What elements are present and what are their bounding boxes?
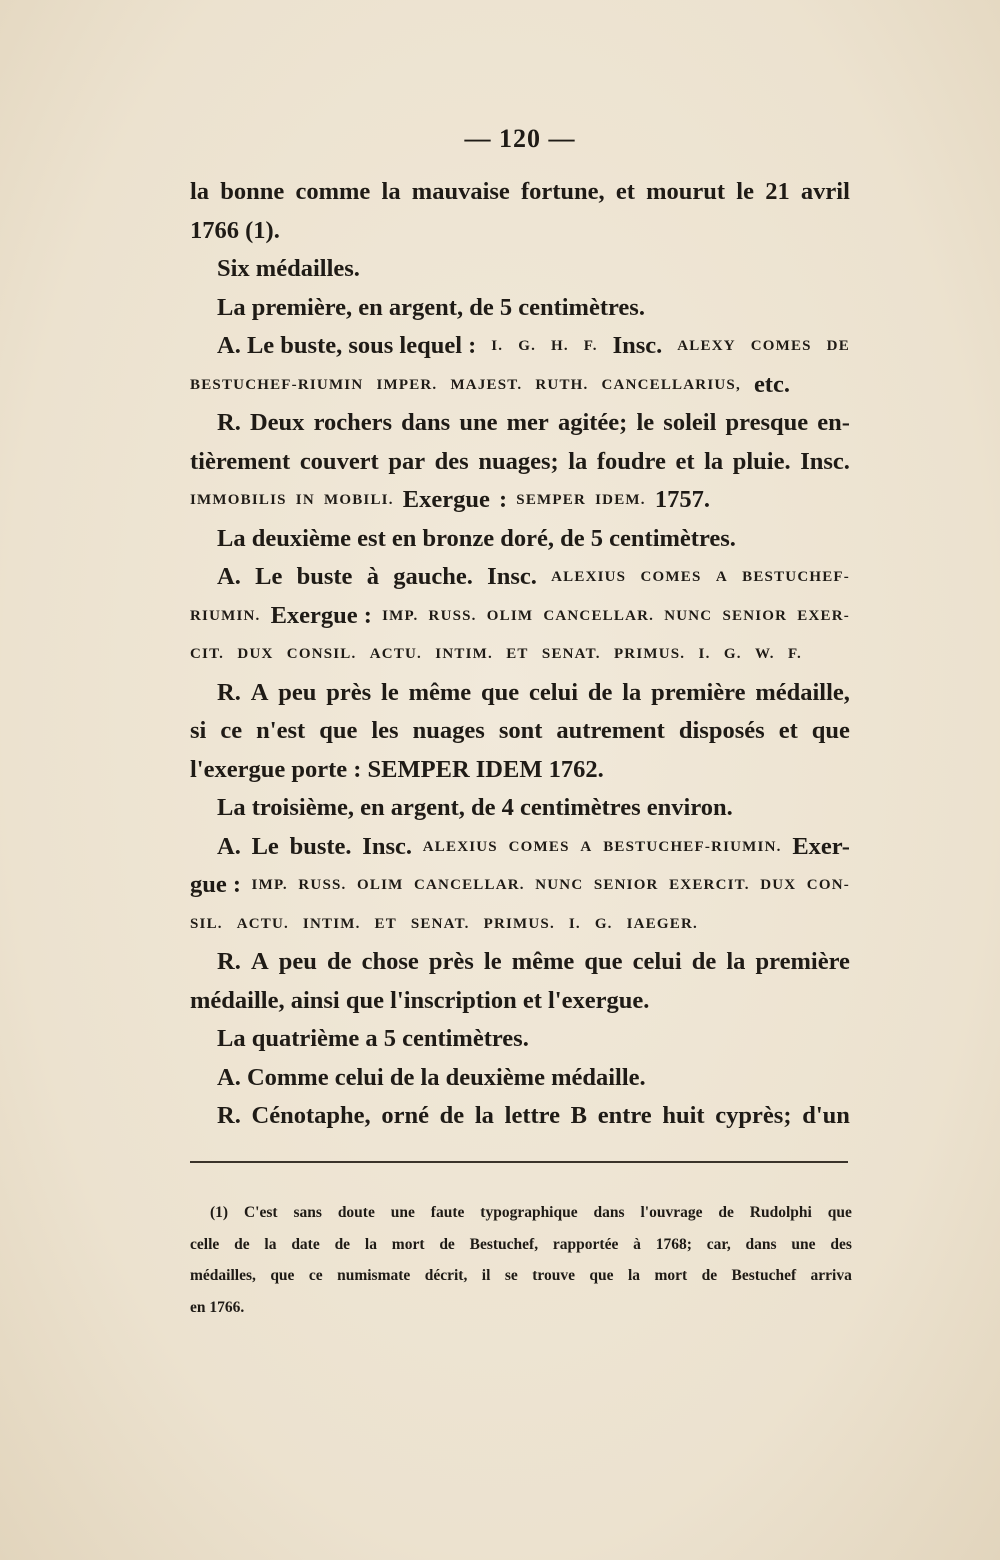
word: tièrement [190,447,291,475]
word: première [755,948,850,975]
word: à [366,563,379,590]
word: A. [217,832,241,860]
word: Insc. [612,332,663,359]
word: et [778,717,798,744]
word: de [587,678,613,706]
word: pluie. [732,447,791,475]
word: typographique [480,1204,578,1221]
word: NUNC [664,607,713,624]
word: SEMPER [516,492,587,508]
word: gue : [190,871,242,898]
word: lettre [504,1102,560,1129]
word: MAJEST. [450,376,523,393]
word: OLIM [486,607,534,624]
word: (1) [210,1204,229,1221]
word: I. [491,338,504,354]
word: BESTUCHEF-RIUMIN. [603,838,782,855]
word: Rudolphi [749,1204,812,1221]
word: Bestuchef [731,1267,797,1284]
word: ET [374,915,397,932]
word: ET [506,646,529,662]
word: A [250,948,269,975]
text-line: La première, en argent, de 5 centimètres. [217,293,645,321]
word: buste. [289,832,352,860]
word: décrit, [424,1267,468,1284]
word: entre [597,1102,652,1129]
word: F. [788,646,802,662]
word: autrement [556,717,665,744]
word: MOBILI. [323,492,394,508]
word: des [434,447,469,475]
text-line [190,173,850,212]
word: ce [308,1267,323,1284]
word: orné [381,1102,429,1129]
text-line [190,828,850,867]
word: la [190,178,210,205]
word: Exergue [402,486,490,513]
word: mourut [646,178,726,205]
word: Insc. [362,832,412,860]
word: que [589,1267,614,1284]
word: et [675,447,695,475]
word: il [481,1267,491,1284]
text-line: La troisième, en argent, de 4 centimètres environ. [217,794,733,821]
word: n'est [256,717,306,744]
word: Cénotaphe, [251,1102,371,1129]
word: BESTUCHEF- [742,569,850,585]
word: ACTU. [369,646,423,662]
word: CANCELLARIUS, [601,376,741,393]
word: etc. [753,370,790,398]
word: la [622,678,642,706]
word: CON- [806,877,850,893]
footnote-line [190,1229,852,1261]
word: la [568,447,588,475]
word: la [704,447,724,475]
word: la [264,1235,277,1253]
word: celui [529,678,579,706]
word: faute [430,1204,465,1221]
word: nuages [412,717,485,744]
word: de [234,1235,250,1253]
text-line [190,943,850,982]
word: que [481,678,520,706]
word: CIT. [190,646,225,662]
word: R. [217,678,241,706]
word: IN [295,492,315,508]
word: mort [654,1267,688,1284]
word: RUTH. [535,376,589,393]
word: Exergue : [270,601,372,629]
word: mort [391,1235,425,1253]
word: des [830,1235,852,1253]
word: le [736,178,754,205]
word: chose [361,948,419,975]
word: si [190,717,207,744]
text-line: La quatrième a 5 centimètres. [217,1025,529,1052]
word: doute [337,1204,375,1221]
text-line: A. Comme celui de la deuxième médaille. [217,1063,646,1091]
word: se [504,1267,518,1284]
word: une [390,1204,415,1221]
word: le [483,948,502,975]
word: NUNC [535,877,584,893]
word: peu [278,948,317,975]
word: trouve [532,1267,575,1284]
word: SENAT. [541,646,601,662]
word: A [715,569,728,585]
word: PRIMUS. [613,646,686,662]
word: RUSS. [428,607,477,624]
word: SIL. [190,915,223,932]
word: même [408,678,472,706]
text-line [190,558,850,597]
word: COMES [508,838,570,855]
word: de [701,1267,718,1284]
word: DUX [760,877,797,893]
word: peu [278,678,317,706]
word: BESTUCHEF-RIUMIN [190,376,364,393]
word: OLIM [357,877,404,893]
word: nuages; [478,447,559,475]
word: C'est [243,1204,278,1221]
text-line [190,905,698,944]
word: 1757. [654,486,710,513]
word: ce [220,717,243,744]
word: IAEGER. [626,915,698,932]
word: de [718,1204,734,1221]
word: gauche. [393,563,473,590]
word: I. [568,915,581,932]
text-line: La deuxième est en bronze doré, de 5 centimètres. [217,524,736,552]
text-line [190,674,850,713]
word: Le [255,563,283,590]
word: EXERCIT. [669,877,750,893]
word: la [364,1235,377,1253]
word: la [381,178,401,205]
word: foudre [596,447,666,475]
word: CONSIL. [286,646,357,662]
text-line [190,327,850,366]
word: rapportée [552,1235,619,1253]
text-line: l'exergue porte : SEMPER IDEM 1762. [190,755,604,783]
word: que [811,717,850,744]
word: F. [583,338,598,354]
footnote-divider [190,1161,848,1163]
word: Deux [249,409,305,436]
word: G. [594,915,613,932]
word: DUX [237,646,274,662]
text-line [190,366,790,405]
word: à [633,1235,641,1253]
word: en- [817,409,850,436]
text-line [190,597,850,636]
text-line [190,635,802,674]
word: de [334,1235,351,1253]
text-line [190,404,850,443]
word: le [636,409,655,436]
word: l'ouvrage [640,1204,703,1221]
text-line: 1766 (1). [190,216,280,244]
word: une [791,1235,816,1253]
word: R. [217,1102,241,1129]
word: W. [754,646,775,662]
word: CANCELLAR. [543,607,655,624]
word: I. [698,646,711,662]
word: IMP. [251,877,288,893]
word: agitée; [557,409,628,436]
word: de [439,1102,465,1129]
word: RIUMIN. [190,607,261,624]
word: IMMOBILIS [190,492,287,508]
word: ALEXY [677,338,736,354]
word: SENAT. [410,915,470,932]
word: DE [826,338,850,354]
word: SENIOR [722,607,788,624]
word: par [388,447,426,475]
word: que [270,1267,295,1284]
text-line: médaille, ainsi que l'inscription et l'exergue. [190,986,650,1014]
word: Le [251,832,279,860]
word: la [726,948,746,975]
word: IMPER. [376,376,438,393]
word: sans [293,1204,322,1221]
word: soleil [663,409,717,436]
word: de [691,948,717,975]
word: Insc. [487,563,537,590]
word: dans [593,1204,625,1221]
word: que [584,948,623,975]
word: numismate [337,1267,411,1284]
word: : [499,486,508,513]
text-line [190,1097,850,1136]
text-line [190,712,850,751]
word: de [327,948,352,975]
word: celle [190,1235,220,1253]
word: mer [506,409,549,436]
word: buste [296,563,353,590]
word: les [371,717,399,744]
word: couvert [299,447,379,475]
word: médailles, [190,1267,256,1284]
word: celui [632,948,682,975]
word: que [319,717,358,744]
word: dans [745,1235,777,1253]
word: ALEXIUS [422,838,498,855]
word: PRIMUS. [483,915,555,932]
phrase: A. Le buste, sous lequel : [217,332,477,359]
page-number: — 120 — [464,124,576,153]
word: la [474,1102,494,1129]
word: RUSS. [298,877,347,893]
word: R. [217,948,241,975]
word: bonne [220,178,285,205]
word: fortune, [520,178,605,205]
body-text [190,173,850,1136]
text-line [190,443,850,482]
word: arriva [810,1267,852,1284]
word: le [381,678,399,706]
word: B [570,1102,587,1129]
footnote-line [190,1260,852,1292]
word: première [651,678,746,706]
word: dans [401,409,451,436]
word: mauvaise [411,178,510,205]
word: même [511,948,575,975]
footnote-line: en 1766. [190,1298,245,1316]
word: R. [217,409,241,436]
word: COMES [750,338,812,354]
word: comme [295,178,371,205]
word: de [439,1235,455,1253]
word: près [428,948,474,975]
word: A [580,838,593,855]
word: G. [723,646,742,662]
word: Insc. [800,447,850,475]
word: cyprès; [715,1102,792,1129]
word: EXER- [797,607,850,624]
word: une [459,409,498,436]
footnote [190,1197,852,1323]
footnote-line [190,1197,852,1229]
word: SENIOR [593,877,659,893]
word: ACTU. [236,915,289,932]
word: IDEM. [595,492,646,508]
word: et [615,178,635,205]
word: 1768; [655,1235,692,1253]
word: A [250,678,269,706]
text-line [190,481,710,520]
word: IMP. [382,607,419,624]
word: CANCELLAR. [413,877,525,893]
word: H. [550,338,569,354]
text-line: Six médailles. [217,255,360,282]
word: ALEXIUS [551,569,627,585]
word: A. [217,563,241,590]
word: Exer- [792,832,850,860]
word: huit [662,1102,705,1129]
word: avril [800,178,850,205]
text-line [190,866,850,905]
word: que [827,1204,852,1221]
word: INTIM. [302,915,361,932]
word: rochers [313,409,393,436]
word: médaille, [755,678,850,706]
word: car, [706,1235,731,1253]
word: disposés [678,717,765,744]
word: INTIM. [435,646,493,662]
word: près [326,678,372,706]
word: presque [725,409,809,436]
word: G. [518,338,537,354]
word: date [291,1235,320,1253]
word: d'un [802,1102,850,1129]
word: la [627,1267,641,1284]
word: Bestuchef, [469,1235,539,1253]
word: sont [498,717,543,744]
word: COMES [640,569,702,585]
word: 21 [765,178,790,205]
